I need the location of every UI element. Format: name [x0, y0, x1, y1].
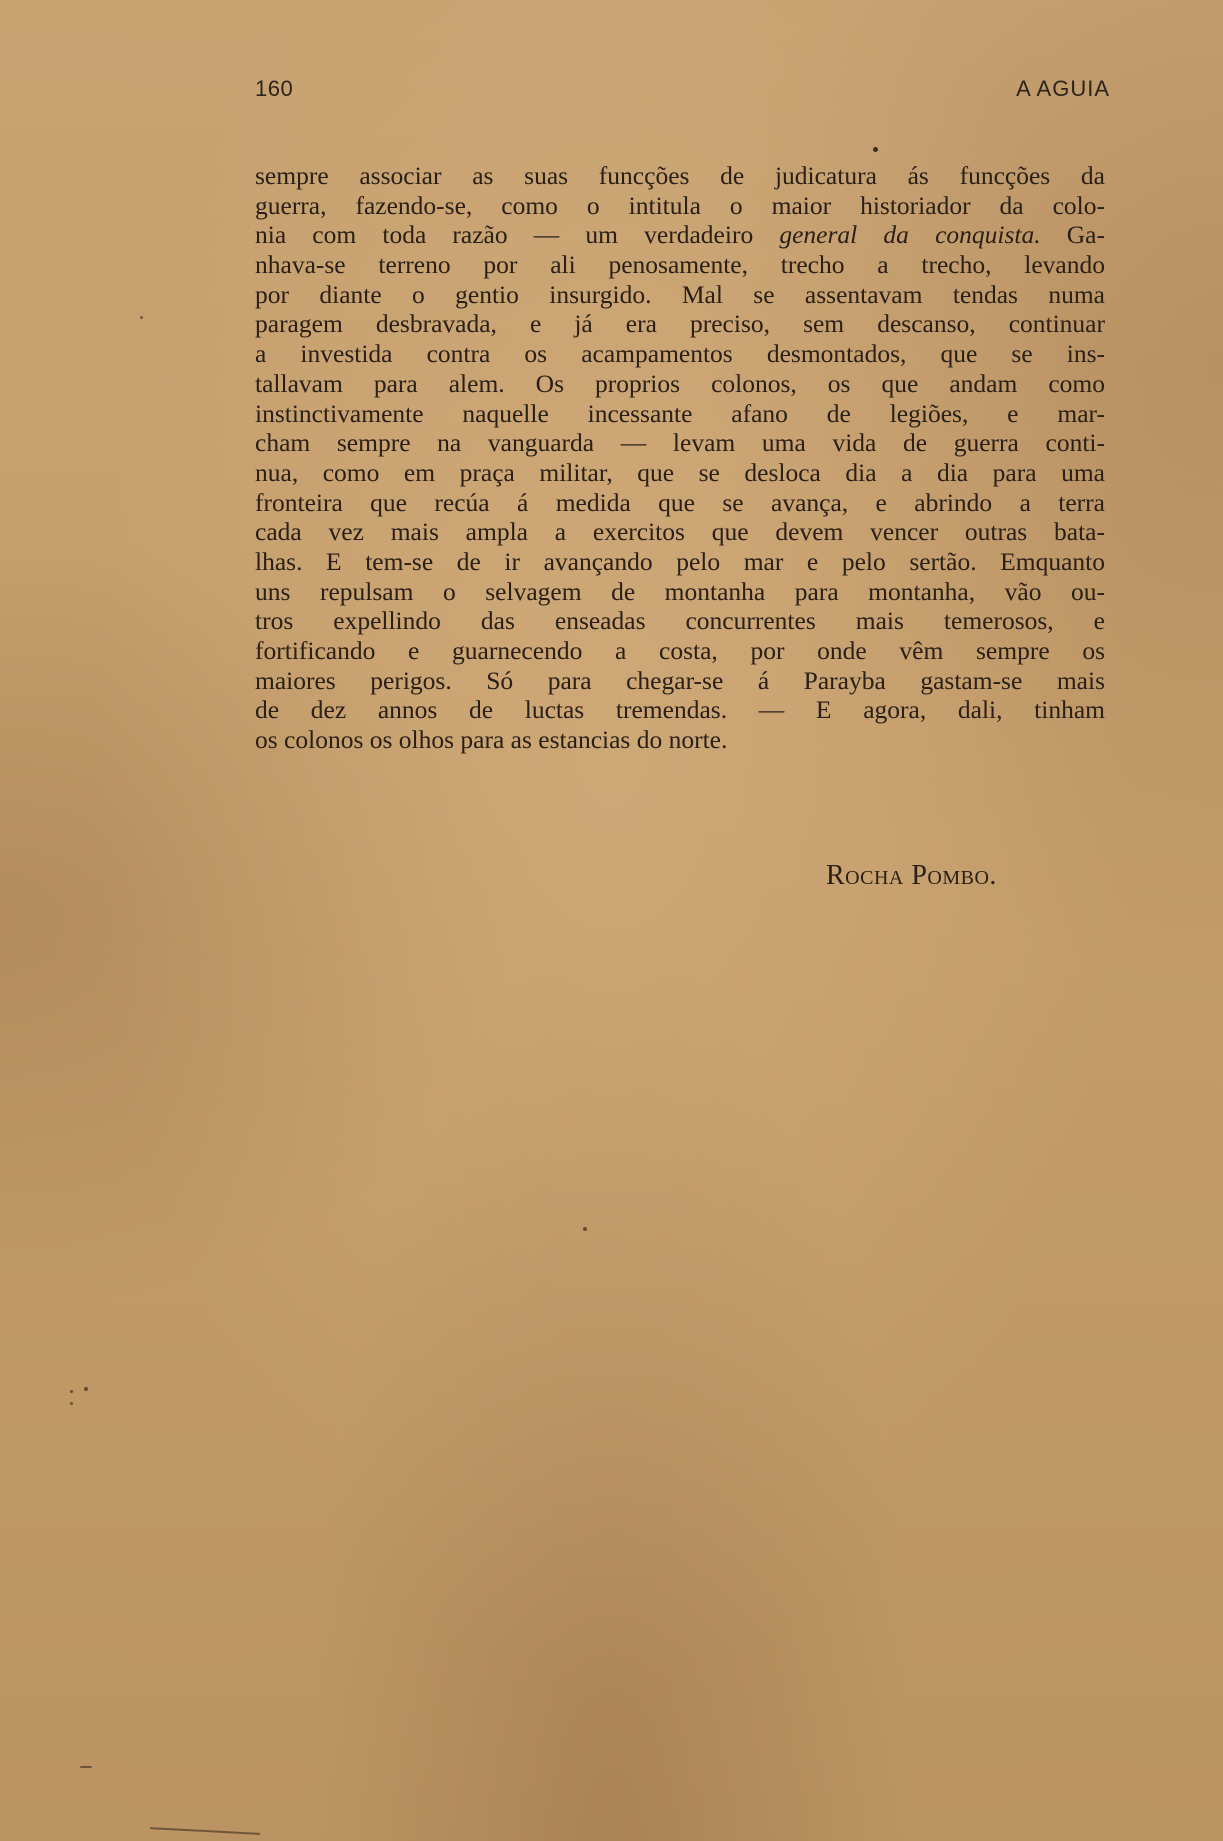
- text-line: de dez annos de luctas tremendas. — E agora, dali, tinham: [255, 695, 1105, 725]
- text-segment: nia com toda razão — um verdadeiro: [255, 220, 780, 250]
- text-line: cham sempre na vanguarda — levam uma vida de guerra conti-: [255, 428, 1105, 458]
- paper-speck: [70, 1402, 73, 1405]
- text-line: nhava-se terreno por ali penosamente, trecho a trecho, levando: [255, 250, 1105, 280]
- text-line: instinctivamente naquelle incessante afano de legiões, e mar-: [255, 398, 1105, 428]
- author-signature: Rocha Pombo.: [826, 860, 997, 891]
- text-segment: Ga-: [1040, 220, 1105, 250]
- text-line: lhas. E tem-se de ir avançando pelo mar e pelo sertão. Emquanto: [255, 546, 1105, 576]
- italic-phrase: general da conquista.: [779, 220, 1041, 250]
- text-line: paragem desbravada, e já era preciso, sem descanso, continuar: [255, 309, 1105, 339]
- paper-speck: [80, 1766, 92, 1768]
- body-paragraph: [255, 161, 1105, 755]
- running-head: [255, 76, 1110, 106]
- text-line: tallavam para alem. Os proprios colonos, os que andam como: [255, 368, 1105, 398]
- text-line: sempre associar as suas funcções de judicatura ás funcções da: [255, 161, 1105, 190]
- paper-speck: [140, 316, 143, 319]
- paper-speck: [583, 1227, 587, 1231]
- text-line-with-italic: [255, 220, 1105, 250]
- running-title: A AGUIA: [1016, 76, 1110, 101]
- paper-speck: [84, 1387, 88, 1391]
- text-line: fortificando e guarnecendo a costa, por onde vêm sempre os: [255, 636, 1105, 665]
- paper-scuff: [150, 1827, 260, 1835]
- text-line: maiores perigos. Só para chegar-se á Parayba gastam-se mais: [255, 665, 1105, 695]
- text-line: a investida contra os acampamentos desmontados, que se ins-: [255, 339, 1105, 369]
- text-line: fronteira que recúa á medida que se avança, e abrindo a terra: [255, 487, 1105, 517]
- paper-speck: [70, 1390, 73, 1393]
- text-line: guerra, fazendo-se, como o intitula o maior historiador da colo-: [255, 190, 1105, 220]
- text-line: cada vez mais ampla a exercitos que devem vencer outras bata-: [255, 517, 1105, 547]
- text-line: tros expellindo das enseadas concurrentes mais temerosos, e: [255, 606, 1105, 636]
- text-line: uns repulsam o selvagem de montanha para montanha, vão ou-: [255, 576, 1105, 606]
- text-line: os colonos os olhos para as estancias do norte.: [255, 725, 728, 755]
- page-number: 160: [255, 76, 294, 101]
- text-line: por diante o gentio insurgido. Mal se assentavam tendas numa: [255, 279, 1105, 309]
- text-line: nua, como em praça militar, que se desloca dia a dia para uma: [255, 457, 1105, 487]
- paper-speck: [873, 147, 878, 152]
